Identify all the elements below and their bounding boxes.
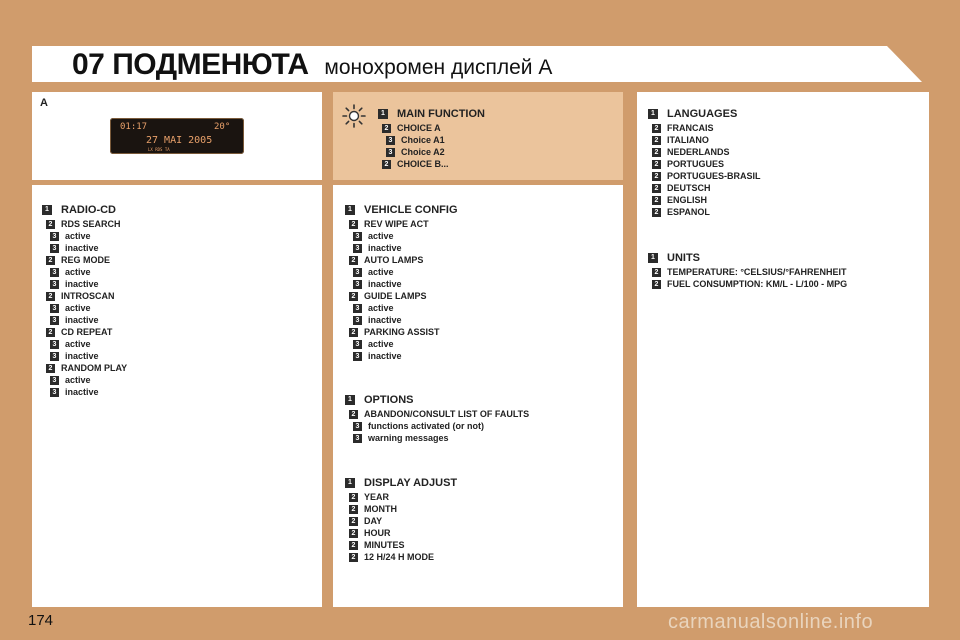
sun-icon (342, 104, 366, 128)
level-2-badge: 2 (652, 148, 661, 157)
menu-item-label: inactive (65, 387, 99, 397)
radio-cd-tree (42, 202, 127, 398)
menu-item-label: MINUTES (364, 540, 405, 550)
menu-item-level-2 (648, 170, 761, 182)
menu-item-level-2 (648, 278, 847, 290)
menu-item-level-2 (378, 122, 485, 134)
level-3-badge: 3 (50, 376, 59, 385)
menu-item-label: RADIO-CD (61, 204, 116, 216)
menu-item-label: active (65, 303, 91, 313)
menu-item-level-3 (42, 350, 127, 362)
menu-item-label: MONTH (364, 504, 397, 514)
level-2-badge: 2 (349, 529, 358, 538)
level-2-badge: 2 (652, 184, 661, 193)
menu-item-label: DEUTSCH (667, 183, 711, 193)
menu-item-level-3 (345, 242, 458, 254)
menu-item-level-3 (42, 230, 127, 242)
vehicle-config-tree (345, 202, 458, 362)
level-2-badge: 2 (382, 124, 391, 133)
level-3-badge: 3 (386, 148, 395, 157)
menu-item-label: AUTO LAMPS (364, 255, 424, 265)
menu-item-label: OPTIONS (364, 394, 414, 406)
menu-item-level-3 (345, 432, 529, 444)
menu-item-level-2 (648, 206, 761, 218)
menu-item-level-3 (42, 302, 127, 314)
level-3-badge: 3 (50, 232, 59, 241)
menu-item-label: active (65, 375, 91, 385)
level-2-badge: 2 (46, 292, 55, 301)
menu-item-label: Choice A2 (401, 147, 445, 157)
level-2-badge: 2 (349, 493, 358, 502)
menu-item-label: TEMPERATURE: °CELSIUS/°FAHRENHEIT (667, 267, 847, 277)
menu-item-level-2 (648, 146, 761, 158)
menu-item-label: DAY (364, 516, 383, 526)
menu-item-label: INTROSCAN (61, 291, 115, 301)
menu-item-label: DISPLAY ADJUST (364, 477, 458, 489)
menu-item-level-3 (378, 146, 485, 158)
level-2-badge: 2 (46, 256, 55, 265)
level-3-badge: 3 (353, 280, 362, 289)
menu-item-level-3 (345, 302, 458, 314)
menu-item-label: inactive (65, 351, 99, 361)
menu-item-level-3 (345, 350, 458, 362)
menu-item-label: inactive (368, 315, 402, 325)
menu-item-label: inactive (368, 279, 402, 289)
menu-item-label: inactive (65, 315, 99, 325)
menu-item-label: GUIDE LAMPS (364, 291, 427, 301)
menu-item-level-3 (345, 278, 458, 290)
level-3-badge: 3 (50, 352, 59, 361)
menu-item-label: active (65, 267, 91, 277)
level-2-badge: 2 (382, 160, 391, 169)
level-1-badge: 1 (345, 478, 355, 488)
level-3-badge: 3 (353, 268, 362, 277)
menu-item-level-2 (648, 266, 847, 278)
chapter-subtitle: монохромен дисплей А (324, 56, 553, 79)
menu-item-level-2 (648, 122, 761, 134)
menu-item-level-3 (345, 266, 458, 278)
level-2-badge: 2 (652, 268, 661, 277)
menu-item-label: ITALIANO (667, 135, 709, 145)
menu-item-level-2 (345, 254, 458, 266)
menu-item-label: inactive (65, 243, 99, 253)
menu-item-level-3 (42, 278, 127, 290)
menu-item-level-3 (345, 230, 458, 242)
menu-item-level-1 (345, 392, 529, 408)
level-2-badge: 2 (349, 553, 358, 562)
level-2-badge: 2 (652, 136, 661, 145)
menu-item-label: PORTUGUES-BRASIL (667, 171, 761, 181)
menu-item-label: active (368, 339, 394, 349)
menu-item-label: FUEL CONSUMPTION: KM/L - L/100 - MPG (667, 279, 848, 289)
level-1-badge: 1 (42, 205, 52, 215)
menu-item-label: active (65, 339, 91, 349)
menu-item-label: ENGLISH (667, 195, 708, 205)
menu-item-label: ESPANOL (667, 207, 710, 217)
menu-item-label: RDS SEARCH (61, 219, 121, 229)
options-tree (345, 392, 529, 444)
menu-item-label: HOUR (364, 528, 391, 538)
menu-item-level-2 (648, 158, 761, 170)
menu-item-label: active (368, 303, 394, 313)
menu-item-level-2 (345, 326, 458, 338)
level-1-badge: 1 (648, 253, 658, 263)
menu-item-level-2 (42, 218, 127, 230)
menu-item-label: NEDERLANDS (667, 147, 730, 157)
menu-item-level-3 (42, 338, 127, 350)
level-3-badge: 3 (353, 422, 362, 431)
level-2-badge: 2 (349, 328, 358, 337)
units-tree (648, 250, 847, 290)
menu-item-label: inactive (368, 351, 402, 361)
chapter-title: ПОДМЕНЮТА (112, 48, 309, 81)
menu-item-label: inactive (368, 243, 402, 253)
level-3-badge: 3 (50, 340, 59, 349)
level-2-badge: 2 (652, 280, 661, 289)
menu-item-level-1 (345, 202, 458, 218)
level-2-badge: 2 (349, 517, 358, 526)
level-2-badge: 2 (349, 541, 358, 550)
level-3-badge: 3 (353, 232, 362, 241)
menu-item-level-2 (648, 182, 761, 194)
menu-item-label: RANDOM PLAY (61, 363, 128, 373)
level-3-badge: 3 (353, 244, 362, 253)
menu-item-level-3 (42, 266, 127, 278)
menu-item-label: PORTUGUES (667, 159, 725, 169)
menu-item-level-2 (345, 515, 457, 527)
page-title (72, 48, 552, 82)
page-number: 174 (28, 612, 54, 629)
menu-item-label: CHOICE B... (397, 159, 449, 169)
menu-item-level-2 (648, 134, 761, 146)
chapter-number: 07 (72, 48, 105, 81)
menu-item-label: CD REPEAT (61, 327, 113, 337)
menu-item-label: 12 H/24 H MODE (364, 552, 435, 562)
menu-item-level-2 (345, 539, 457, 551)
menu-item-level-3 (42, 386, 127, 398)
level-2-badge: 2 (652, 196, 661, 205)
menu-item-level-2 (345, 218, 458, 230)
level-2-badge: 2 (349, 505, 358, 514)
monochrome-display-a (110, 118, 244, 154)
menu-item-label: LANGUAGES (667, 108, 738, 120)
menu-item-level-3 (345, 314, 458, 326)
menu-item-label: inactive (65, 279, 99, 289)
menu-item-level-2 (42, 326, 127, 338)
menu-item-label: VEHICLE CONFIG (364, 204, 458, 216)
menu-item-label: YEAR (364, 492, 390, 502)
menu-item-level-2 (345, 527, 457, 539)
level-3-badge: 3 (353, 352, 362, 361)
menu-item-level-2 (345, 290, 458, 302)
level-3-badge: 3 (50, 304, 59, 313)
menu-item-label: REG MODE (61, 255, 111, 265)
level-2-badge: 2 (652, 208, 661, 217)
menu-item-level-3 (42, 242, 127, 254)
display-adjust-tree (345, 475, 457, 563)
level-3-badge: 3 (353, 316, 362, 325)
menu-item-label: active (368, 267, 394, 277)
level-1-badge: 1 (345, 205, 355, 215)
menu-item-level-1 (378, 106, 485, 122)
level-1-badge: 1 (345, 395, 355, 405)
level-3-badge: 3 (353, 340, 362, 349)
menu-item-label: active (65, 231, 91, 241)
menu-item-label: PARKING ASSIST (364, 327, 440, 337)
languages-tree (648, 106, 761, 218)
level-2-badge: 2 (46, 328, 55, 337)
level-3-badge: 3 (50, 316, 59, 325)
menu-item-level-2 (345, 491, 457, 503)
level-3-badge: 3 (50, 244, 59, 253)
level-2-badge: 2 (349, 256, 358, 265)
level-3-badge: 3 (353, 434, 362, 443)
menu-item-level-2 (42, 254, 127, 266)
menu-item-label: FRANCAIS (667, 123, 714, 133)
level-3-badge: 3 (353, 304, 362, 313)
level-2-badge: 2 (46, 364, 55, 373)
level-3-badge: 3 (50, 280, 59, 289)
level-2-badge: 2 (652, 160, 661, 169)
menu-item-level-2 (345, 408, 529, 420)
menu-item-level-1 (345, 475, 457, 491)
lcd-date: 27 MAI 2005 (146, 135, 213, 146)
menu-item-label: ABANDON/CONSULT LIST OF FAULTS (364, 409, 530, 419)
menu-item-label: CHOICE A (397, 123, 441, 133)
lcd-indicators: LX RDS TA (148, 147, 170, 152)
menu-item-label: Choice A1 (401, 135, 445, 145)
menu-item-level-2 (378, 158, 485, 170)
menu-item-label: REV WIPE ACT (364, 219, 429, 229)
level-3-badge: 3 (386, 136, 395, 145)
menu-item-label: active (368, 231, 394, 241)
menu-item-level-2 (42, 362, 127, 374)
level-2-badge: 2 (46, 220, 55, 229)
level-3-badge: 3 (50, 268, 59, 277)
level-2-badge: 2 (652, 124, 661, 133)
menu-item-level-1 (42, 202, 127, 218)
menu-item-level-1 (648, 250, 847, 266)
level-2-badge: 2 (652, 172, 661, 181)
menu-item-level-3 (42, 374, 127, 386)
level-2-badge: 2 (349, 410, 358, 419)
level-2-badge: 2 (349, 292, 358, 301)
watermark: carmanualsonline.info (668, 611, 874, 633)
menu-item-label: functions activated (or not) (368, 421, 485, 431)
menu-item-level-2 (42, 290, 127, 302)
menu-item-level-1 (648, 106, 761, 122)
menu-item-level-2 (345, 503, 457, 515)
level-2-badge: 2 (349, 220, 358, 229)
menu-item-label: UNITS (667, 252, 700, 264)
header-banner (32, 46, 922, 82)
menu-item-level-2 (648, 194, 761, 206)
level-3-badge: 3 (50, 388, 59, 397)
lcd-time: 01:17 (120, 122, 148, 132)
menu-item-level-3 (378, 134, 485, 146)
main-function-tree (378, 106, 485, 170)
lcd-temperature: 20° (214, 122, 231, 132)
level-1-badge: 1 (378, 109, 388, 119)
level-1-badge: 1 (648, 109, 658, 119)
menu-item-level-3 (345, 420, 529, 432)
display-a-label: A (40, 97, 48, 109)
menu-item-label: MAIN FUNCTION (397, 108, 485, 120)
menu-item-level-3 (345, 338, 458, 350)
menu-item-level-3 (42, 314, 127, 326)
menu-item-label: warning messages (368, 433, 449, 443)
menu-item-level-2 (345, 551, 457, 563)
